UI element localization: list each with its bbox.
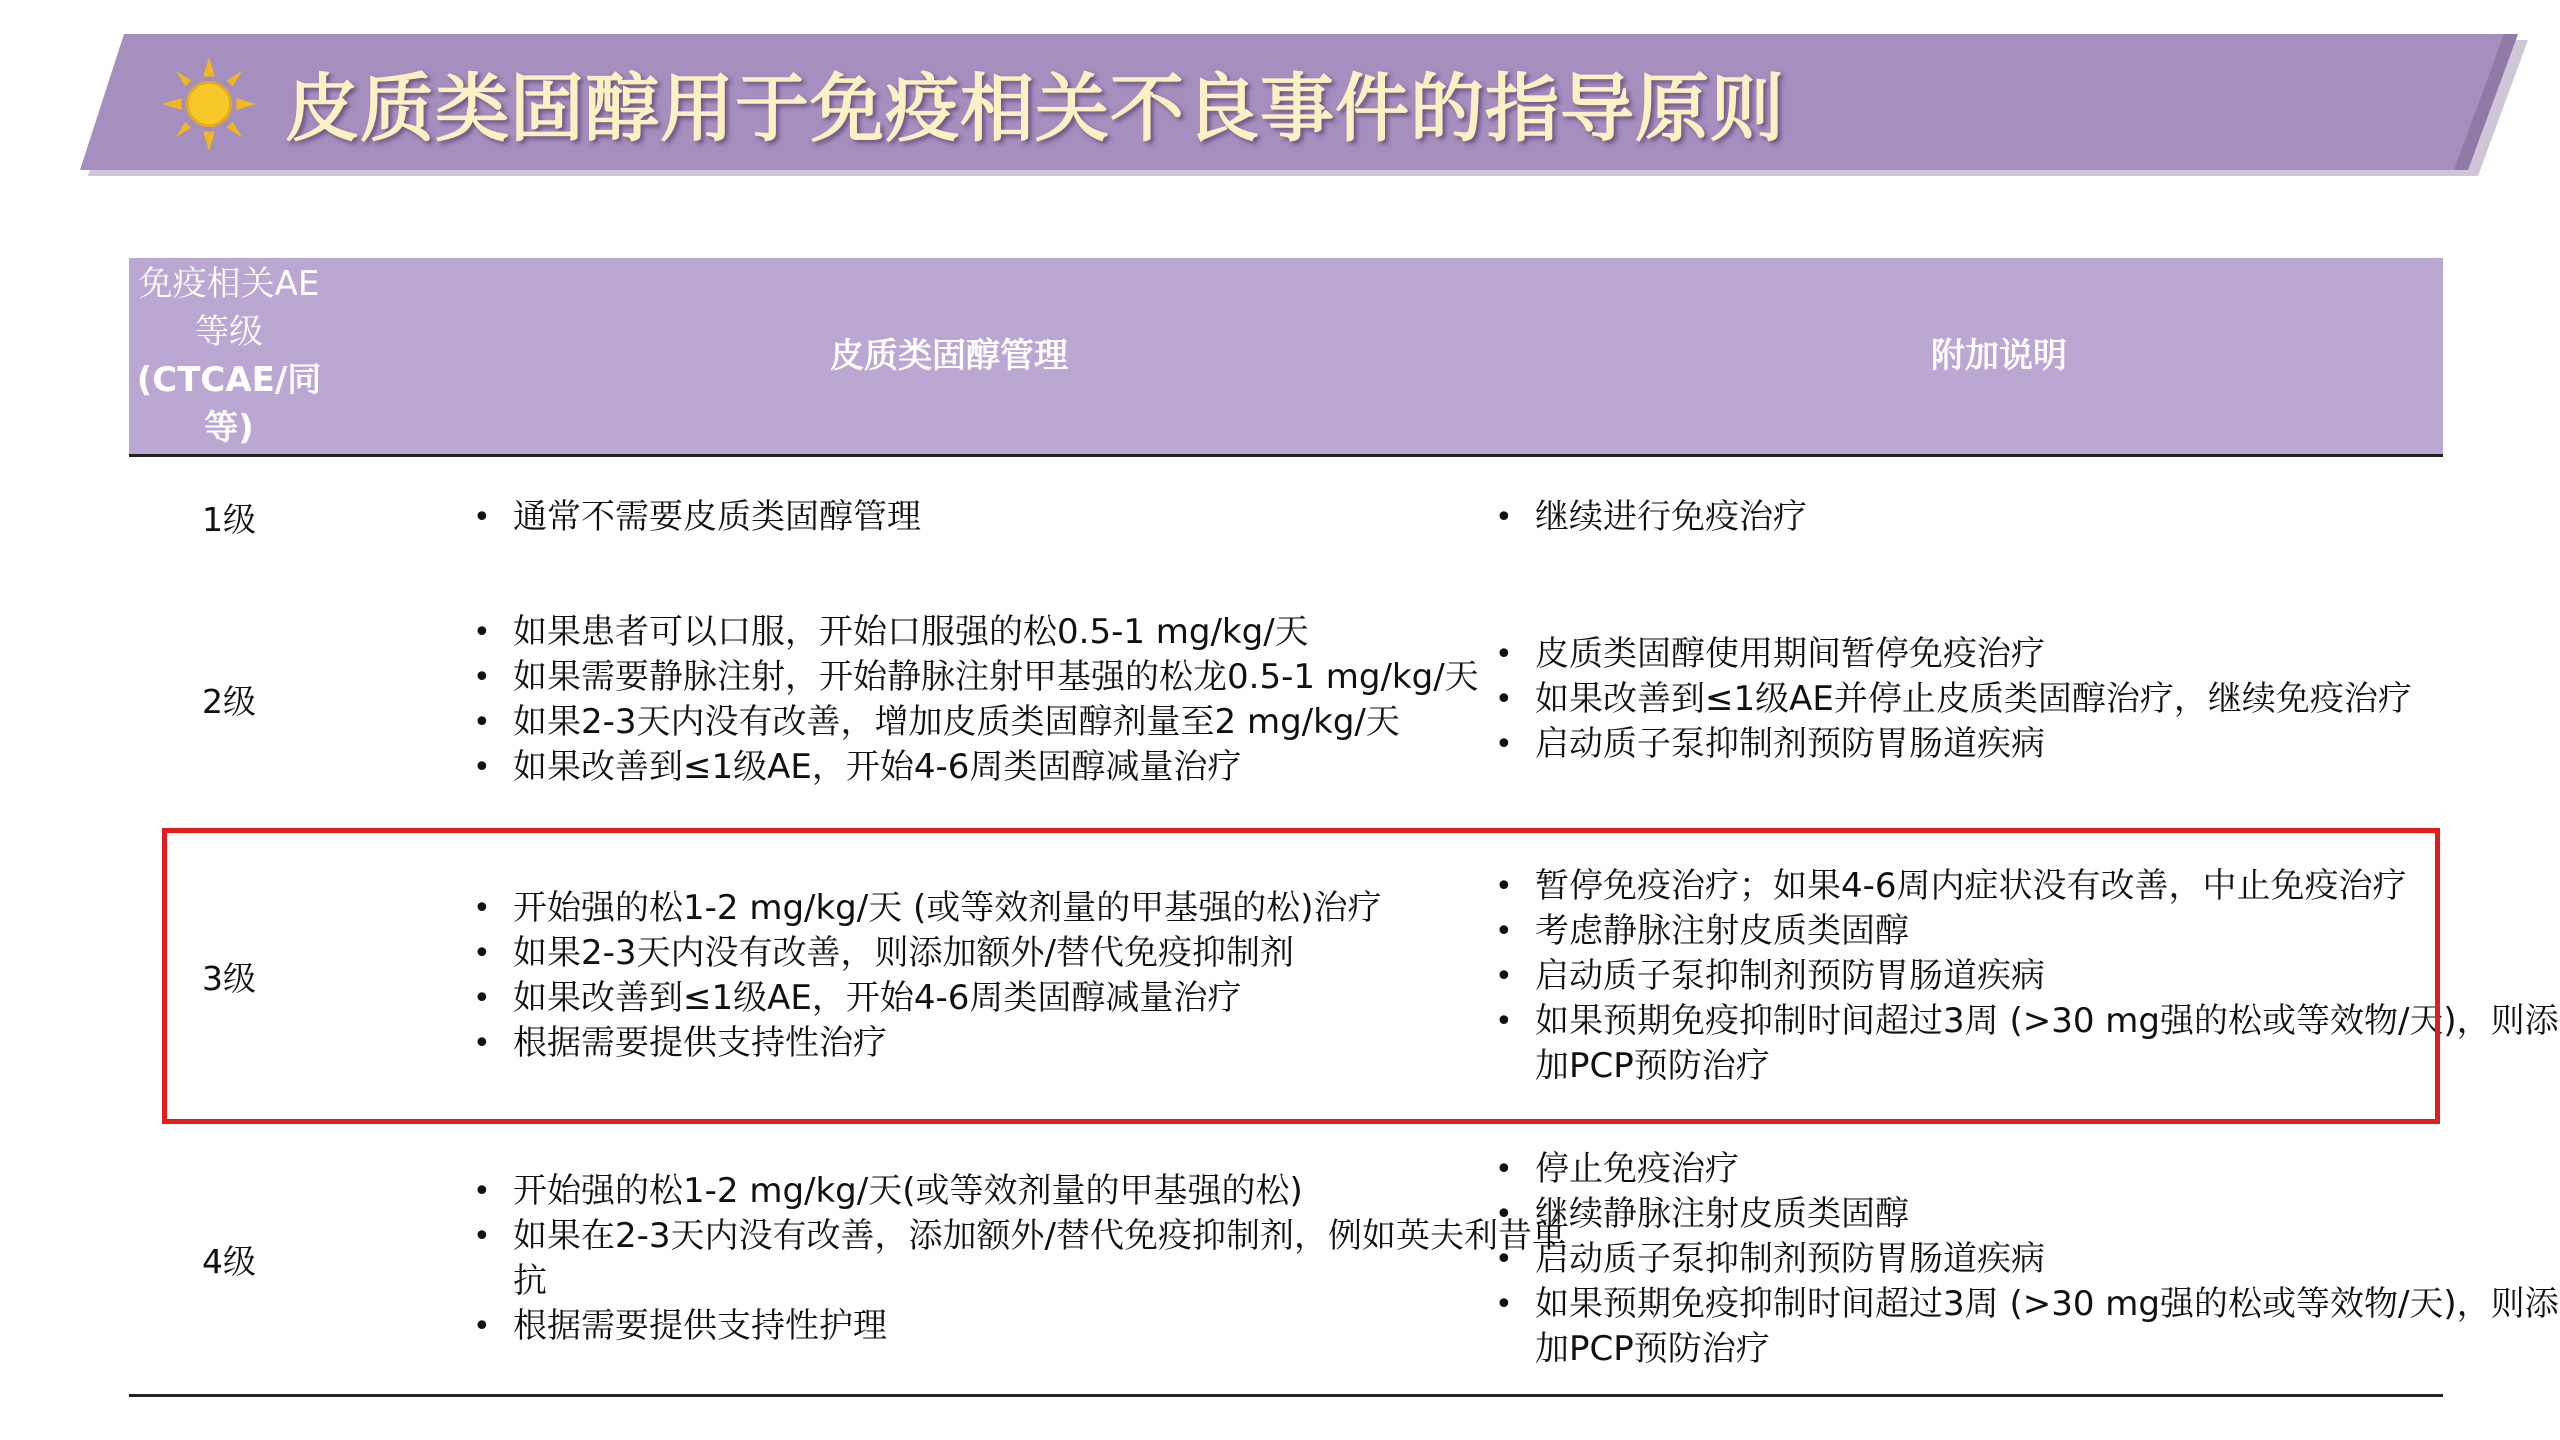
list-item: • 如果预期免疫抑制时间超过3周 (>30 mg强的松或等效物/天)，则添加PCP预防治疗: [1491, 999, 2560, 1089]
list-item: • 通常不需要皮质类固醇管理: [469, 495, 1599, 540]
page-title: 皮质类固醇用于免疫相关不良事件的指导原则: [285, 66, 1785, 152]
notes-cell: [1491, 457, 2560, 577]
notes-cell: [1491, 577, 2560, 822]
management-cell: [469, 577, 1599, 822]
header-grade-line2: (CTCAE/同等): [136, 360, 322, 448]
list-item: • 考虑静脉注射皮质类固醇: [1491, 909, 2560, 954]
list-item: • 如果2-3天内没有改善，增加皮质类固醇剂量至2 mg/kg/天: [469, 700, 1599, 745]
grade-label: 3级: [202, 958, 256, 998]
grade-label: 1级: [202, 499, 256, 539]
list-item: • 开始强的松1-2 mg/kg/天 (或等效剂量的甲基强的松)治疗: [469, 886, 1599, 931]
table-bottom-rule: [129, 1394, 2443, 1397]
title-banner: [0, 0, 2560, 200]
list-item: • 启动质子泵抑制剂预防胃肠道疾病: [1491, 954, 2560, 999]
grading-table: [129, 258, 2559, 1369]
list-item: • 如果改善到≤1级AE并停止皮质类固醇治疗，继续免疫治疗: [1491, 677, 2560, 722]
list-item: • 继续进行免疫治疗: [1491, 495, 2560, 540]
header-grade-line1: 免疫相关AE等级: [138, 264, 320, 352]
table-row-grade-4: [129, 1128, 2559, 1390]
grade-label: 2级: [202, 682, 256, 721]
sun-icon: [160, 55, 258, 153]
grade-3-highlight-box: [162, 828, 2440, 1124]
list-item: • 如果改善到≤1级AE，开始4-6周类固醇减量治疗: [469, 976, 1599, 1021]
list-item: • 启动质子泵抑制剂预防胃肠道疾病: [1491, 1237, 2560, 1282]
list-item: • 如果2-3天内没有改善，则添加额外/替代免疫抑制剂: [469, 931, 1599, 976]
list-item: • 如果在2-3天内没有改善，添加额外/替代免疫抑制剂，例如英夫利昔单抗: [469, 1214, 1599, 1304]
list-item: • 停止免疫治疗: [1491, 1147, 2560, 1192]
header-management: 皮质类固醇管理: [830, 336, 1068, 376]
list-item: • 根据需要提供支持性治疗: [469, 1021, 1599, 1066]
list-item: • 如果预期免疫抑制时间超过3周 (>30 mg强的松或等效物/天)，则添加PCP预防治疗: [1491, 1282, 2560, 1372]
list-item: • 暂停免疫治疗；如果4-6周内症状没有改善，中止免疫治疗: [1491, 864, 2560, 909]
management-cell: [469, 1128, 1599, 1390]
header-grade: [129, 258, 329, 454]
list-item: • 如果患者可以口服，开始口服强的松0.5-1 mg/kg/天: [469, 610, 1599, 655]
management-cell: [469, 457, 1599, 577]
list-item: • 皮质类固醇使用期间暂停免疫治疗: [1491, 632, 2560, 677]
list-item: • 如果需要静脉注射，开始静脉注射甲基强的松龙0.5-1 mg/kg/天: [469, 655, 1599, 700]
table-row-grade-2: [129, 577, 2443, 822]
table-header: [129, 258, 2443, 457]
table-row-grade-1: [129, 457, 2443, 577]
header-notes: 附加说明: [1931, 336, 2067, 376]
notes-cell: [1491, 1128, 2560, 1390]
grade-label: 4级: [202, 1241, 256, 1281]
list-item: • 继续静脉注射皮质类固醇: [1491, 1192, 2560, 1237]
list-item: • 开始强的松1-2 mg/kg/天(或等效剂量的甲基强的松): [469, 1169, 1599, 1214]
list-item: • 如果改善到≤1级AE，开始4-6周类固醇减量治疗: [469, 745, 1599, 790]
list-item: • 根据需要提供支持性护理: [469, 1304, 1599, 1349]
list-item: • 启动质子泵抑制剂预防胃肠道疾病: [1491, 722, 2560, 767]
